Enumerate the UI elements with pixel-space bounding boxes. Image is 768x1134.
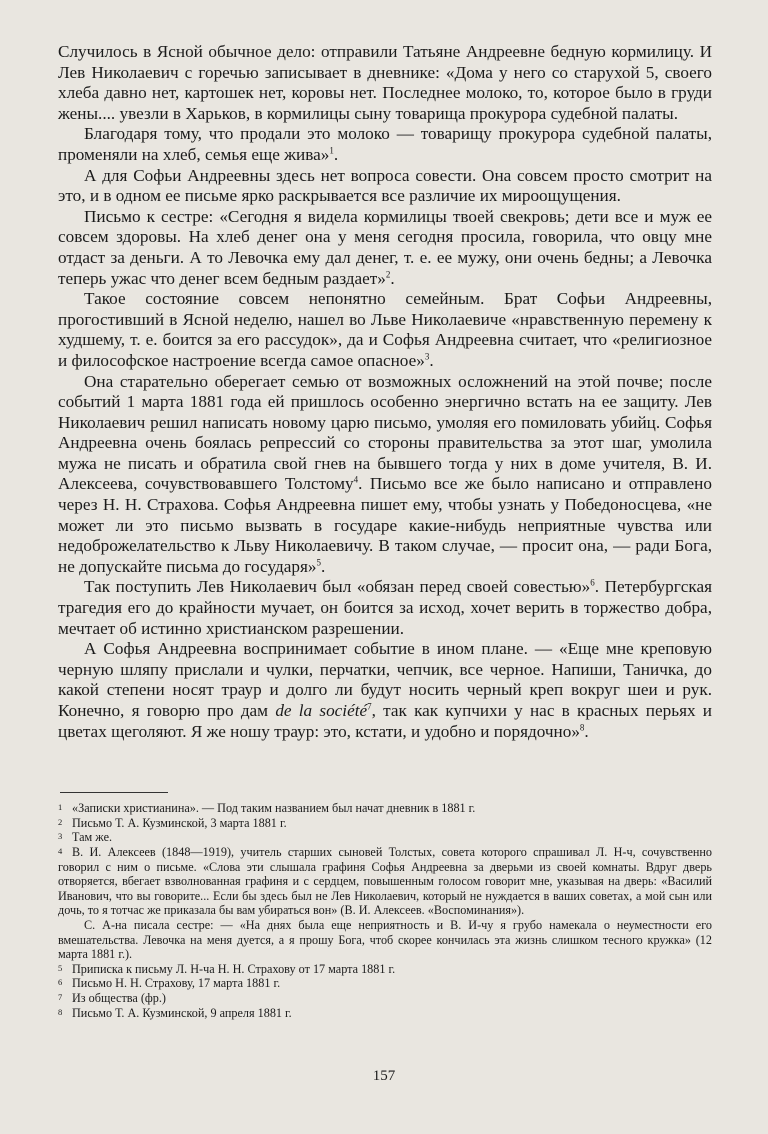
- footnote-4: 4 В. И. Алексеев (1848—1919), учитель старших сыновей Толстых, совета которого спрашивал Л. Н-ч, сочувственно говорил с ним о письме. «Слова эти слышала графиня Софья Андреевна за дверьми из своей комнаты. Вдруг дверь отворяется, вбегает взволнованная графиня и с сердцем, повышенным голосом говорит мне, указывая на дверь: «Василий Иванович, что вы говорите... Если бы здесь был не Лев Николаевич, который не нуждается в ваших советах, а мой сын или дочь, то я тотчас же приказала бы вам убираться вон» (В. И. Алексеев. «Воспоминания»).: [58, 844, 712, 918]
- footnotes: [58, 801, 712, 1020]
- footnote-ref-5[interactable]: 5: [316, 557, 321, 568]
- footnote-ref-4[interactable]: 4: [353, 474, 359, 485]
- footnote-ref-2[interactable]: 2: [385, 268, 391, 279]
- paragraph-3: А для Софьи Андреевны здесь нет вопроса совести. Она совсем просто смотрит на это, и в одном ее письме ярко раскрывается все различие их мироощущения.: [58, 165, 712, 206]
- page-number: 157: [372, 1068, 396, 1084]
- french-phrase: de la société: [275, 701, 368, 720]
- footnote-divider: [60, 792, 168, 793]
- footnote-ref-6[interactable]: 6: [590, 577, 595, 588]
- footnote-ref-3[interactable]: 3: [424, 351, 430, 362]
- footnote-4-continuation: С. А-на писала сестре: — «На днях была еще неприятность и В. И-чу я грубо намекала о неуместности его вмешательства. Левочка на меня дуется, а я прошу Бога, чтоб скорее кончилась эта жизнь слишком тесного кружка» (12 марта 1881 г.).: [58, 917, 712, 962]
- footnote-6: 6 Письмо Н. Н. Страхову, 17 марта 1881 г.: [58, 976, 281, 991]
- footnote-2: 2 Письмо Т. А. Кузминской, 3 марта 1881 г.: [58, 815, 287, 830]
- paragraph-6: Она старательно оберегает семью от возможных осложнений на этой почве; после событий 1 марта 1881 года ей пришлось особенно энергично встать на ее защиту. Лев Николаевич решил написать новому царю письмо, умоляя его помиловать убийц. Софья Андреевна очень боялась репрессий со стороны правительства за этот шаг, умолила мужа не писать и обратила свой гнев на бывшего тогда у них в доме учителя, В. И. Алексеева, сочувствовавшего Толстому$^4$. Письмо все же было написано и отправлено через Н. Н. Страхова. Софья Андреевна пишет ему, чтобы узнать у Победоносцева, «не может ли это письмо вызвать в государе какие-нибудь неприятные чувства или недоброжелательство к Льву Николаевичу. В таком случае, — просит она, — ради Бога, не допускайте письма до государя»$^5$.: [58, 371, 712, 576]
- paragraph-1: Случилось в Ясной обычное дело: отправили Татьяне Андреевне бедную кормилицу. И Лев Николаевич с горечью записывает в дневнике: «Дома у него со старухой 5, своего хлеба давно нет, картошек нет, коровы нет. Последнее молоко, то, которое было в груди жены.... увезли в Харьков, в кормилицы сыну товарища прокурора судебной палаты.: [58, 42, 712, 123]
- paragraph-4: Письмо к сестре: «Сегодня я видела кормилицы твоей свекровь; дети все и муж ее совсем здоровы. На хлеб денег она у меня сегодня просила, говорила, что овцу мне отдаст за деньги. А то Левочка ему дал денег, т. е. ее мужу, они очень бедны; а Левочка теперь ужас что денег всем бедным раздает»$^2$.: [58, 206, 712, 288]
- paragraph-2: Благодаря тому, что продали это молоко — товарищу прокурора судебной палаты, променяли на хлеб, семья еще жива»$^1$.: [58, 124, 712, 164]
- footnote-8: 8 Письмо Т. А. Кузминской, 9 апреля 1881 г.: [58, 1005, 292, 1020]
- main-text: [58, 42, 712, 742]
- footnote-ref-1[interactable]: 1: [329, 145, 334, 156]
- footnote-1: 1 «Записки христианина». — Под таким названием был начат дневник в 1881 г.: [58, 801, 476, 816]
- paragraph-5: Такое состояние совсем непонятно семейным. Брат Софьи Андреевны, прогостивший в Ясной неделю, нашел во Льве Николаевиче «нравственную перемену к худшему, т. е. боится за его рассудок», да и Софья Андреевна считает, что «религиозное и философское настроение всегда самое опасное»$^3$.: [58, 289, 712, 370]
- paragraph-7: Так поступить Лев Николаевич был «обязан перед своей совестью»$^6$. Петербургская трагедия его до крайности мучает, он боится за исход, хочет верить в торжество добра, мечтает об истинно христианском разрешении.: [58, 577, 712, 638]
- footnote-ref-8[interactable]: 8: [579, 721, 585, 732]
- paragraph-8: А Софья Андреевна воспринимает событие в ином плане. — «Еще мне креповую черную шляпу прислали и чулки, перчатки, чепчик, все черное. Напиши, Таничка, до какой степени носят траур и долго ли будут носить черный креп вокруг шеи и рук. Конечно, я говорю про дам de la société$^7$, так как купчихи у нас в красных перьях и цветах щеголяют. Я же ношу траур: это, кстати, и удобно и порядочно»$^8$.: [58, 639, 713, 741]
- footnote-7: 7 Из общества (фр.): [58, 990, 166, 1005]
- footnote-ref-7[interactable]: 7: [367, 701, 372, 712]
- footnote-3: 3 Там же.: [58, 830, 113, 845]
- footnote-5: 5 Приписка к письму Л. Н-ча Н. Н. Страхову от 17 марта 1881 г.: [58, 961, 396, 976]
